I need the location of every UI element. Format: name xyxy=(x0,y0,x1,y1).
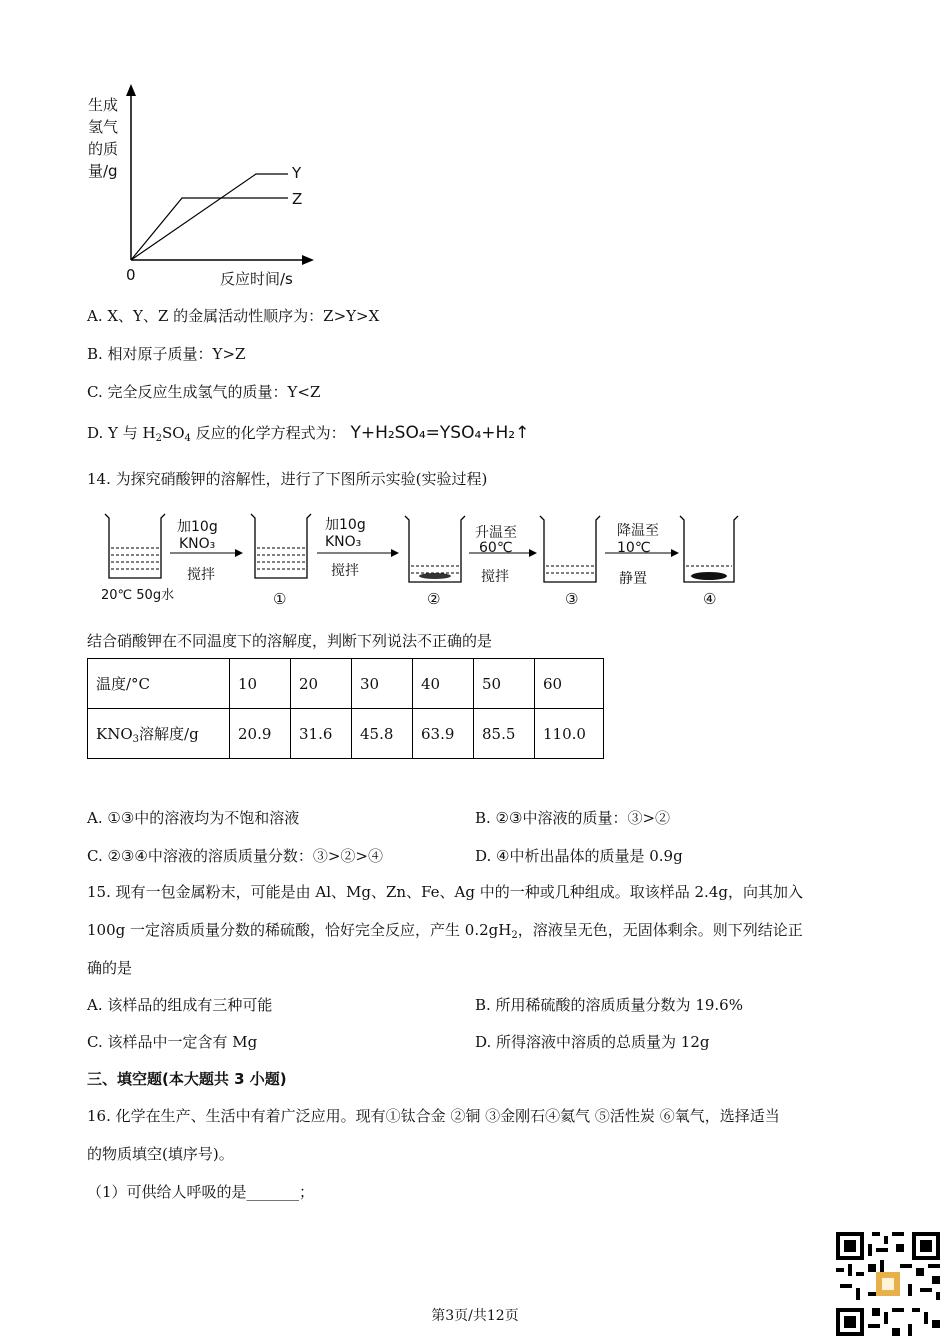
q15-line-2 xyxy=(87,919,803,941)
beaker-label-1: ① xyxy=(273,590,287,608)
q13-d-suffix: 反应的化学方程式为： xyxy=(190,424,346,442)
step-2-top2: KNO₃ xyxy=(325,534,362,550)
q13-d-prefix: D. Y 与 H xyxy=(87,424,156,442)
q15-line-2b: ，溶液呈无色，无固体剩余。则下列结论正 xyxy=(517,921,803,939)
table-cell: 50 xyxy=(474,659,535,709)
q14-option-c: C. ②③④中溶液的溶质质量分数：③>②>④ xyxy=(87,847,383,865)
kno3-prefix: KNO xyxy=(96,724,133,743)
q16-sub-1: （1）可供给人呼吸的是_______； xyxy=(87,1183,315,1201)
table-cell: 63.9 xyxy=(413,709,474,759)
q15-line-1: 15. 现有一包金属粉末，可能是由 Al、Mg、Zn、Fe、Ag 中的一种或几种组成。取该样品 2.4g，向其加入 xyxy=(87,883,803,901)
y-label-line: 量/g xyxy=(88,162,118,180)
y-label-line: 的质 xyxy=(88,140,119,158)
table-cell: 20.9 xyxy=(230,709,291,759)
hydrogen-mass-graph xyxy=(80,80,340,290)
step-1-bottom: 搅拌 xyxy=(187,567,215,583)
table-cell: 85.5 xyxy=(474,709,535,759)
start-label: 20℃ 50g水 xyxy=(101,588,175,603)
q16-line-1: 16. 化学在生产、生活中有着广泛应用。现有①钛合金 ②铜 ③金刚石④氦气 ⑤活性炭 ⑥氧气，选择适当 xyxy=(87,1107,780,1125)
table-cell: 60 xyxy=(535,659,604,709)
table-cell: 31.6 xyxy=(291,709,352,759)
beaker-start xyxy=(105,514,165,578)
x-axis-arrow xyxy=(302,255,314,265)
beaker-3 xyxy=(540,516,600,582)
table-cell: 40 xyxy=(413,659,474,709)
solubility-table xyxy=(87,658,604,759)
y-label-line: 生成 xyxy=(88,96,119,114)
beaker-4 xyxy=(680,516,738,582)
table-cell: 20 xyxy=(291,659,352,709)
beaker-label-3: ③ xyxy=(565,590,579,608)
section-3-title: 三、填空题(本大题共 3 小题) xyxy=(87,1070,287,1088)
step-1-top2: KNO₃ xyxy=(179,536,216,552)
q13-d-sub2: 4 xyxy=(184,433,191,444)
page-number: 第3页/共12页 xyxy=(431,1308,519,1324)
q13-option-b: B. 相对原子质量：Y>Z xyxy=(87,345,246,363)
step-4-top1: 降温至 xyxy=(617,523,659,539)
table-cell: 10 xyxy=(230,659,291,709)
step-3-bottom: 搅拌 xyxy=(481,569,509,585)
series-z-line xyxy=(131,198,288,260)
q14-option-b: B. ②③中溶液的质量：③>② xyxy=(475,809,671,827)
table-header-cell: 温度/°C xyxy=(88,659,230,709)
table-row xyxy=(88,659,604,709)
kno3-sub: 3 xyxy=(132,733,140,745)
step-3-top2: 60℃ xyxy=(479,540,513,556)
kno3-suffix: 溶解度/g xyxy=(139,724,199,743)
q13-d-equation: Y+H₂SO₄=YSO₄+H₂↑ xyxy=(350,423,530,443)
q15-option-c: C. 该样品中一定含有 Mg xyxy=(87,1033,258,1051)
beaker-label-4: ④ xyxy=(703,590,717,608)
table-cell: 45.8 xyxy=(352,709,413,759)
series-y-line xyxy=(131,174,288,260)
origin-label: 0 xyxy=(126,266,136,284)
q13-option-a: A. X、Y、Z 的金属活动性顺序为：Z>Y>X xyxy=(87,307,380,325)
series-z-label: Z xyxy=(292,190,303,208)
q14-option-d: D. ④中析出晶体的质量是 0.9g xyxy=(475,847,683,865)
step-1-top1: 加10g xyxy=(177,519,218,535)
q14-intro: 结合硝酸钾在不同温度下的溶解度，判断下列说法不正确的是 xyxy=(87,632,493,650)
kno3-experiment-diagram xyxy=(95,508,755,612)
q15-option-d: D. 所得溶液中溶质的总质量为 12g xyxy=(475,1033,710,1051)
q15-line-2-sub: 2 xyxy=(511,930,518,941)
table-header-cell xyxy=(88,709,230,759)
q16-line-2: 的物质填空(填序号)。 xyxy=(87,1145,234,1163)
q15-option-a: A. 该样品的组成有三种可能 xyxy=(87,996,273,1014)
q13-d-mid: SO xyxy=(161,424,185,442)
step-2-top1: 加10g xyxy=(325,517,366,533)
y-axis-label xyxy=(88,94,118,182)
beaker-1 xyxy=(251,514,311,578)
beaker-label-2: ② xyxy=(427,590,441,608)
q14-option-a: A. ①③中的溶液均为不饱和溶液 xyxy=(87,809,300,827)
y-axis-arrow xyxy=(126,84,136,96)
table-row xyxy=(88,709,604,759)
table-cell: 110.0 xyxy=(535,709,604,759)
q13-d-sub: 2 xyxy=(155,433,162,444)
q14-stem: 14. 为探究硝酸钾的溶解性，进行了下图所示实验(实验过程) xyxy=(87,470,488,488)
step-3-top1: 升温至 xyxy=(475,525,517,541)
q15-line-3: 确的是 xyxy=(87,959,133,977)
step-4-top2: 10℃ xyxy=(617,540,651,556)
q13-option-d xyxy=(87,422,529,444)
y-label-line: 氢气 xyxy=(88,118,119,136)
series-y-label: Y xyxy=(292,164,302,182)
step-2-bottom: 搅拌 xyxy=(331,563,359,579)
graph-svg xyxy=(80,80,340,290)
step-4-bottom: 静置 xyxy=(619,571,647,587)
x-axis-label: 反应时间/s xyxy=(220,270,293,288)
beaker-2 xyxy=(405,516,465,582)
q15-option-b: B. 所用稀硫酸的溶质质量分数为 19.6% xyxy=(475,996,743,1014)
q13-option-c: C. 完全反应生成氢气的质量：Y<Z xyxy=(87,383,321,401)
table-cell: 30 xyxy=(352,659,413,709)
q15-line-2a: 100g 一定溶质质量分数的稀硫酸，恰好完全反应，产生 0.2gH xyxy=(87,921,512,939)
